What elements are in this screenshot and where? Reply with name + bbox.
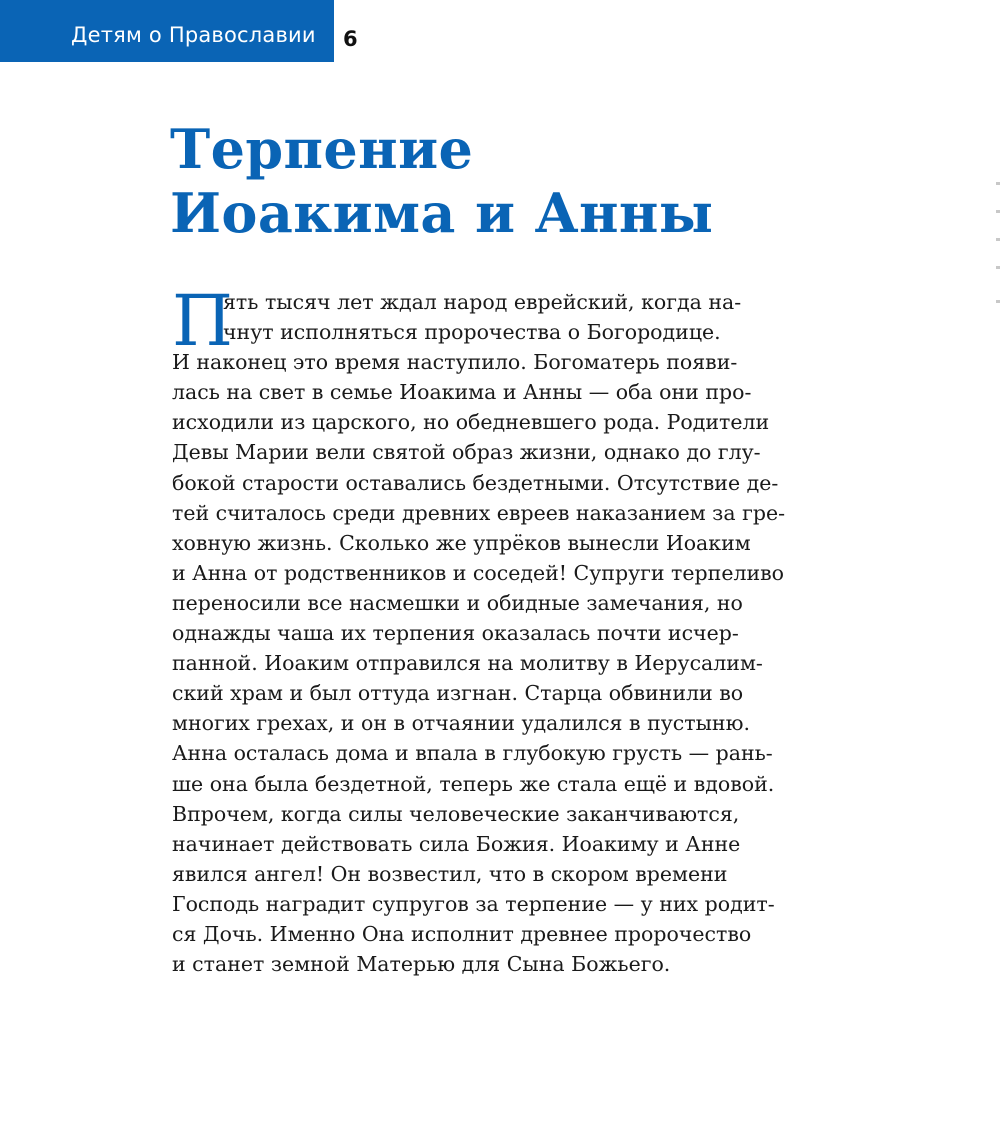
body-line: Впрочем, когда силы человеческие заканчиваются,	[172, 801, 740, 826]
body-line: ся Дочь. Именно Она исполнит древнее пророчество	[172, 921, 752, 946]
body-line: чнут исполняться пророчества о Богородице.	[223, 320, 721, 345]
series-title: Детям о Православии	[71, 23, 316, 47]
body-line: и Анна от родственников и соседей! Супруги терпеливо	[172, 560, 785, 585]
body-line: ять тысяч лет ждал народ еврейский, когда на-	[223, 290, 742, 314]
body-line: лась на свет в семье Иоакима и Анны — оба они про-	[172, 380, 752, 405]
body-line: ше она была бездетной, теперь же стала ещё и вдовой.	[172, 771, 775, 796]
body-line: явился ангел! Он возвестил, что в скором времени	[172, 861, 728, 886]
page-edge-mark	[996, 300, 1000, 303]
page-edge-mark	[996, 238, 1000, 241]
page-title	[170, 117, 713, 245]
body-line: Анна осталась дома и впала в глубокую грусть — рань-	[172, 741, 773, 766]
page-title-line-1: Терпение	[170, 117, 474, 181]
page-edge-mark	[996, 210, 1000, 213]
body-line: Девы Марии вели святой образ жизни, однако до глу-	[172, 440, 761, 465]
body-line: начинает действовать сила Божия. Иоакиму и Анне	[172, 831, 741, 856]
body-line: ховную жизнь. Сколько же упрёков вынесли Иоаким	[172, 530, 751, 555]
page-edge-mark	[996, 266, 1000, 269]
body-line: однажды чаша их терпения оказалась почти исчер-	[172, 621, 739, 646]
page-number: 6	[343, 27, 358, 51]
body-line: исходили из царского, но обедневшего рода. Родители	[172, 410, 770, 435]
page-edge-mark	[996, 182, 1000, 185]
body-line: тей считалось среди древних евреев наказанием за гре-	[172, 500, 785, 525]
body-line: и станет земной Матерью для Сына Божьего.	[172, 952, 671, 977]
body-line: многих грехах, и он в отчаянии удалился в пустыню.	[172, 711, 750, 736]
drop-cap-letter: П	[172, 280, 234, 362]
body-line: Господь наградит супругов за терпение — у них родит-	[172, 891, 775, 916]
body-line: бокой старости оставались бездетными. Отсутствие де-	[172, 470, 779, 495]
article-body	[172, 280, 832, 979]
body-line: переносили все насмешки и обидные замечания, но	[172, 590, 743, 615]
page-title-line-2: Иоакима и Анны	[170, 181, 714, 245]
series-header-band	[0, 0, 334, 62]
body-line: ский храм и был оттуда изгнан. Старца обвинили во	[172, 681, 744, 706]
body-line: И наконец это время наступило. Богоматерь появи-	[172, 350, 738, 375]
body-line: панной. Иоаким отправился на молитву в Иерусалим-	[172, 651, 763, 676]
